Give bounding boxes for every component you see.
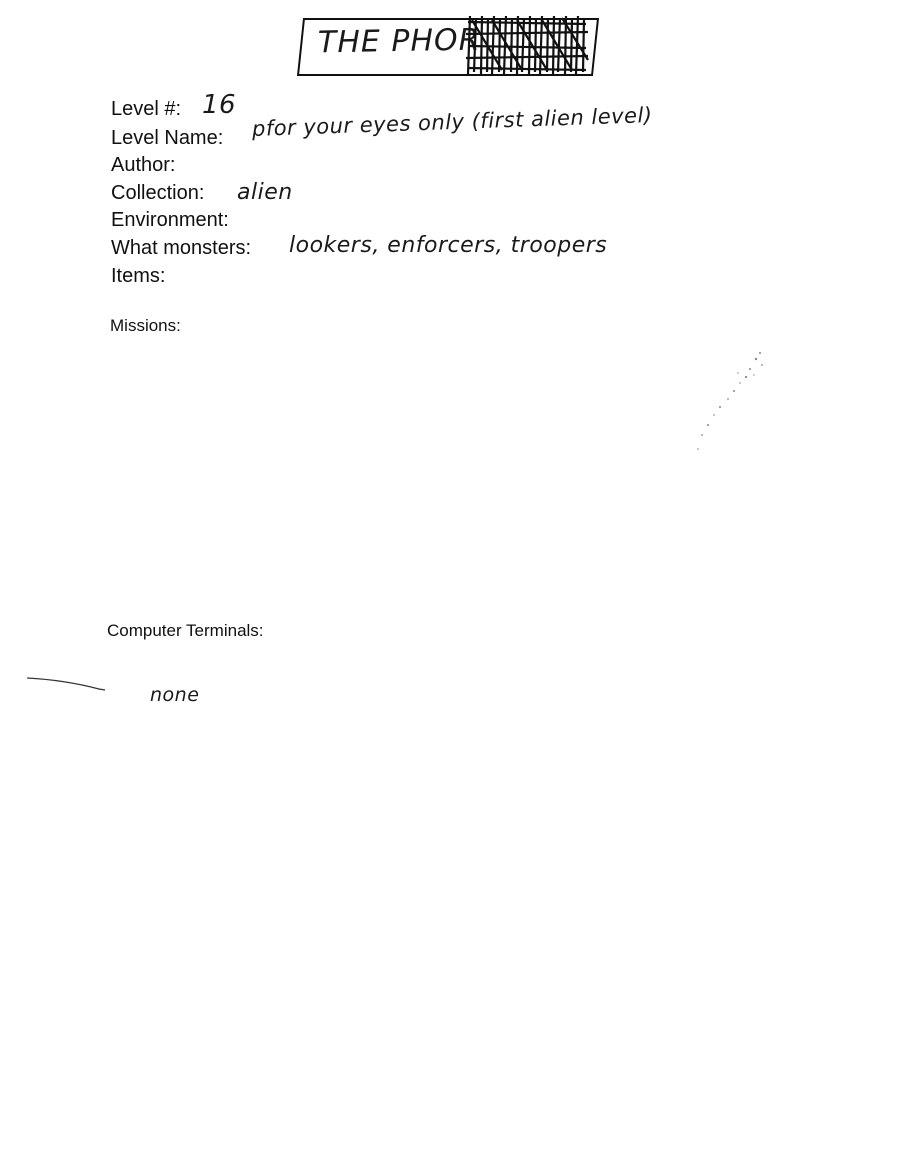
- scan-specks: [690, 345, 770, 455]
- level-name-value: pfor your eyes only (first alien level): [251, 103, 653, 141]
- monsters-value: lookers, enforcers, troopers: [289, 233, 608, 258]
- computer-terminals-value: none: [150, 684, 200, 706]
- scribbled-out-text: [462, 12, 597, 78]
- items-label: Items:: [111, 265, 166, 287]
- monsters-label: What monsters:: [111, 237, 252, 259]
- level-number-value: 16: [202, 90, 237, 120]
- collection-value: alien: [237, 180, 293, 205]
- environment-label: Environment:: [111, 209, 229, 231]
- collection-label: Collection:: [111, 182, 205, 204]
- author-label: Author:: [111, 154, 176, 176]
- missions-label: Missions:: [110, 316, 181, 335]
- header-title: THE PHOR: [317, 22, 481, 61]
- level-number-label: Level #:: [111, 98, 182, 120]
- pen-stroke-mark: [25, 672, 110, 696]
- computer-terminals-label: Computer Terminals:: [107, 621, 264, 640]
- level-name-label: Level Name:: [111, 127, 224, 149]
